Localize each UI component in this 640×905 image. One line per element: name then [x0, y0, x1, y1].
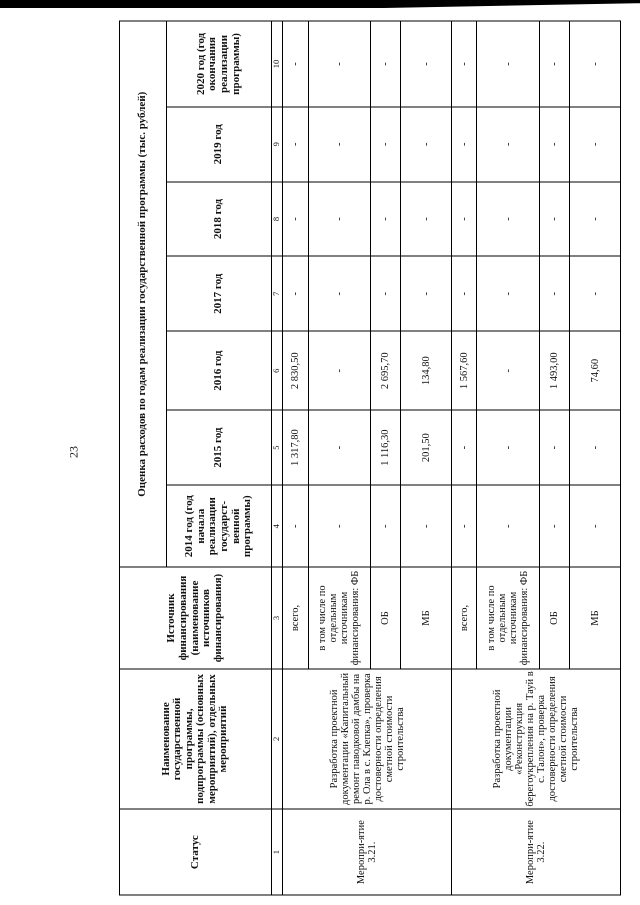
value-cell: - [477, 182, 539, 257]
column-number: 3 [271, 567, 283, 668]
value-cell: - [371, 256, 401, 331]
value-cell: - [371, 485, 401, 567]
value-cell: - [539, 107, 569, 182]
expenditure-table [119, 21, 621, 896]
header-year-2017: 2017 год [167, 256, 271, 331]
value-cell: - [401, 485, 452, 567]
event-status: Меропри-ятие 3.21. [283, 809, 452, 895]
value-cell: - [570, 107, 621, 182]
event-name: Разработка проектной документации «Капитальный ремонт паводковой дамбы на р. Ола в с. Клепка», проверка достоверности определения сметной стоимости строительства [283, 669, 452, 810]
header-year-2020: 2020 год (год окончания реализации программы) [167, 21, 271, 107]
source-cell: всего, [283, 567, 308, 668]
header-year-2016: 2016 год [167, 331, 271, 410]
source-cell: МБ [401, 567, 452, 668]
table-row [283, 21, 308, 895]
value-cell: - [283, 256, 308, 331]
table-row [452, 21, 477, 895]
value-cell: - [452, 485, 477, 567]
header-year-2019: 2019 год [167, 107, 271, 182]
source-cell: в том числе по отдельным источникам финансирования: ФБ [308, 567, 370, 668]
column-number: 9 [271, 107, 283, 182]
value-cell: - [477, 256, 539, 331]
header-year-2015: 2015 год [167, 410, 271, 485]
source-cell: МБ [570, 567, 621, 668]
value-cell: - [308, 485, 370, 567]
value-cell: - [477, 331, 539, 410]
header-row-1 [120, 21, 167, 895]
value-cell: - [283, 182, 308, 257]
event-status: Меропри-ятие 3.22. [452, 809, 621, 895]
value-cell: - [477, 485, 539, 567]
value-cell: - [477, 107, 539, 182]
header-source: Источник финансирования (наименование источников финансирования) [120, 567, 272, 668]
column-number: 5 [271, 410, 283, 485]
value-cell: - [539, 485, 569, 567]
scan-edge-mark [0, 0, 640, 8]
value-cell: - [452, 107, 477, 182]
value-cell: 1 493,00 [539, 331, 569, 410]
column-number: 2 [271, 669, 283, 810]
value-cell: - [539, 21, 569, 107]
rotated-table-container [119, 21, 621, 896]
value-cell: 2 830,50 [283, 331, 308, 410]
value-cell: - [308, 107, 370, 182]
value-cell: 74,60 [570, 331, 621, 410]
value-cell: 201,50 [401, 410, 452, 485]
header-name: Наименование государственной программы, подпрограммы (основных мероприятий), отдельных мероприятий [120, 669, 272, 810]
column-number-row [271, 21, 283, 895]
value-cell: - [308, 21, 370, 107]
value-cell: - [539, 256, 569, 331]
value-cell: - [477, 21, 539, 107]
header-year-2018: 2018 год [167, 182, 271, 257]
value-cell: - [308, 410, 370, 485]
source-cell: в том числе по отдельным источникам финансирования: ФБ [477, 567, 539, 668]
value-cell: 134,80 [401, 331, 452, 410]
value-cell: - [452, 410, 477, 485]
column-number: 6 [271, 331, 283, 410]
value-cell: - [539, 410, 569, 485]
value-cell: - [452, 256, 477, 331]
value-cell: - [401, 107, 452, 182]
value-cell: - [570, 21, 621, 107]
value-cell: - [371, 107, 401, 182]
value-cell: - [570, 485, 621, 567]
value-cell: - [401, 21, 452, 107]
column-number: 10 [271, 21, 283, 107]
value-cell: - [283, 21, 308, 107]
source-cell: ОБ [371, 567, 401, 668]
column-number: 7 [271, 256, 283, 331]
value-cell: - [539, 182, 569, 257]
value-cell: - [452, 21, 477, 107]
value-cell: - [401, 182, 452, 257]
column-number: 4 [271, 485, 283, 567]
value-cell: 1 567,60 [452, 331, 477, 410]
column-number: 8 [271, 182, 283, 257]
table-body [120, 21, 621, 895]
header-year-2014: 2014 год (год начала реализации государст-венной программы) [167, 485, 271, 567]
value-cell: 2 695,70 [371, 331, 401, 410]
value-cell: 1 317,80 [283, 410, 308, 485]
event-name: Разработка проектной документации «Реконструкция берегоукрепления на р. Тауй в с. Талон», проверка достоверности определения сметной стоимости строительства [452, 669, 621, 810]
value-cell: - [452, 182, 477, 257]
page-number: 23 [66, 446, 81, 458]
value-cell: - [570, 410, 621, 485]
value-cell: - [308, 256, 370, 331]
value-cell: - [401, 256, 452, 331]
header-status: Статус [120, 809, 272, 895]
value-cell: - [371, 21, 401, 107]
value-cell: - [308, 331, 370, 410]
value-cell: - [283, 107, 308, 182]
value-cell: - [308, 182, 370, 257]
value-cell: - [477, 410, 539, 485]
column-number: 1 [271, 809, 283, 895]
source-cell: ОБ [539, 567, 569, 668]
value-cell: - [283, 485, 308, 567]
value-cell: - [371, 182, 401, 257]
source-cell: всего, [452, 567, 477, 668]
value-cell: - [570, 182, 621, 257]
value-cell: - [570, 256, 621, 331]
header-estimate: Оценка расходов по годам реализации государственной программы (тыс. рублей) [120, 21, 167, 567]
value-cell: 1 116,30 [371, 410, 401, 485]
